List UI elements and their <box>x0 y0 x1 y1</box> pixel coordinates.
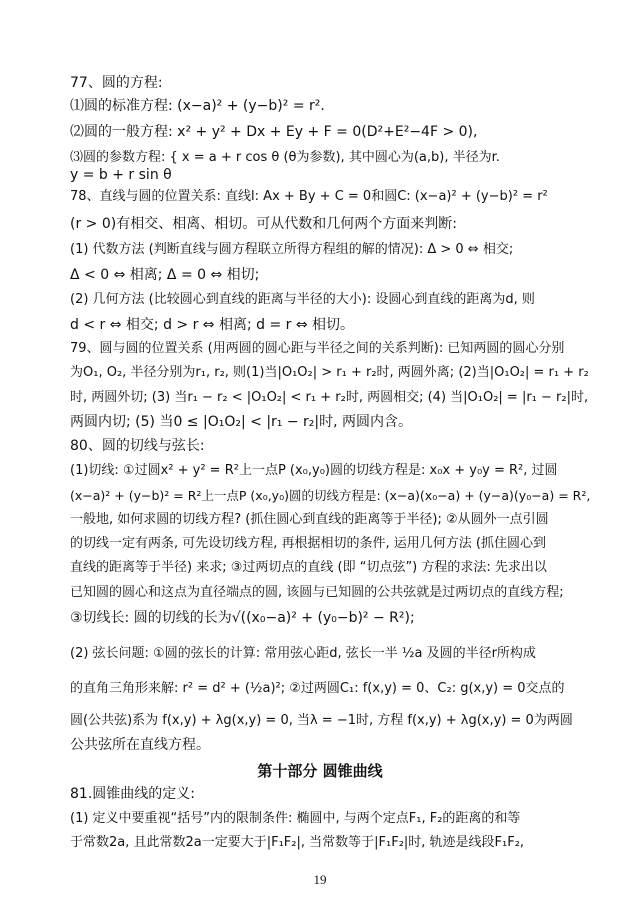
text-line: 79、圆与圆的位置关系 (用两圆的圆心距与半径之间的关系判断): 已知两圆的圆心分别 <box>70 341 565 356</box>
text-line: 直线的距离等于半径) 来求; ③过两切点的直线 (即 “切点弦”) 方程的求法: 先求出以 <box>70 560 547 575</box>
text-line: (x−a)² + (y−b)² = R²上一点P (x₀,y₀)圆的切线方程是: (x−a)(x₀−a) + (y−a)(y₀−a) = R², <box>70 488 591 503</box>
text-line: 为O₁, O₂, 半径分别为r₁, r₂, 则(1)当|O₁O₂| > r₁ + r₂时, 两圆外离; (2)当|O₁O₂| = r₁ + r₂ <box>70 365 589 380</box>
text-line: 一般地, 如何求圆的切线方程? (抓住圆心到直线的距离等于半径); ②从圆外一点引圆 <box>70 512 549 527</box>
text-line: ③切线长: 圆的切线的长为√((x₀−a)² + (y₀−b)² − R²); <box>70 610 415 626</box>
text-line: (2) 几何方法 (比较圆心到直线的距离与半径的大小): 设圆心到直线的距离为d, 则 <box>70 292 535 307</box>
text-line: d < r ⇔ 相交; d > r ⇔ 相离; d = r ⇔ 相切。 <box>70 317 355 333</box>
text-line: (2) 弦长问题: ①圆的弦长的计算: 常用弦心距d, 弦长一半 ½a 及圆的半径r所构成 <box>70 646 536 661</box>
section-title: 第十部分 圆锥曲线 <box>257 762 383 780</box>
page-number: 19 <box>313 872 327 887</box>
text-line: 公共弦所在直线方程。 <box>70 737 210 753</box>
text-line: 于常数2a, 且此常数2a一定要大于|F₁F₂|, 当常数等于|F₁F₂|时, 轨迹是线段F₁F₂, <box>70 835 525 850</box>
text-line: (1)切线: ①过圆x² + y² = R²上一点P (x₀,y₀)圆的切线方程是: x₀x + y₀y = R², 过圆 <box>70 463 558 478</box>
text-line: ⑵圆的一般方程: x² + y² + Dx + Ey + F = 0(D²+E²−4F > 0), <box>70 124 478 140</box>
text-line: 81.圆锥曲线的定义: <box>70 786 195 802</box>
text-line: 已知圆的圆心和这点为直径端点的圆, 该圆与已知圆的公共弦就是过两切点的直线方程; <box>70 585 564 600</box>
text-line: 两圆内切; (5) 当0 ≤ |O₁O₂| < |r₁ − r₂|时, 两圆内含。 <box>70 414 413 430</box>
text-line: ⑶圆的参数方程: { x = a + r cos θ (θ为参数), 其中圆心为(a,b), 半径为r. <box>70 150 500 165</box>
text-line: ⑴圆的标准方程: (x−a)² + (y−b)² = r². <box>70 98 325 114</box>
text-line: 的直角三角形来解: r² = d² + (½a)²; ②过两圆C₁: f(x,y) = 0、C₂: g(x,y) = 0交点的 <box>70 681 565 696</box>
text-line: 78、直线与圆的位置关系: 直线l: Ax + By + C = 0和圆C: (x−a)² + (y−b)² = r² <box>70 189 548 204</box>
text-line: 的切线一定有两条, 可先设切线方程, 再根据相切的条件, 运用几何方法 (抓住圆心到 <box>70 536 546 551</box>
text-line: (1) 定义中要重视“括号”内的限制条件: 椭圆中, 与两个定点F₁, F₂的距离的和等 <box>70 811 521 826</box>
text-line: (1) 代数方法 (判断直线与圆方程联立所得方程组的解的情况): Δ > 0 ⇔ 相交; <box>70 242 514 257</box>
text-line: 80、圆的切线与弦长: <box>70 438 205 454</box>
text-line: 77、圆的方程: <box>70 75 163 91</box>
text-line: y = b + r sin θ <box>70 167 172 183</box>
text-line: 时, 两圆外切; (3) 当r₁ − r₂ < |O₁O₂| < r₁ + r₂时, 两圆相交; (4) 当|O₁O₂| = |r₁ − r₂|时, <box>70 390 589 405</box>
text-line: (r > 0)有相交、相离、相切。可从代数和几何两个方面来判断: <box>70 216 457 232</box>
text-line: 圆(公共弦)系为 f(x,y) + λg(x,y) = 0, 当λ = −1时, 方程 f(x,y) + λg(x,y) = 0为两圆 <box>70 713 573 728</box>
text-line: Δ < 0 ⇔ 相离; Δ = 0 ⇔ 相切; <box>70 267 260 283</box>
